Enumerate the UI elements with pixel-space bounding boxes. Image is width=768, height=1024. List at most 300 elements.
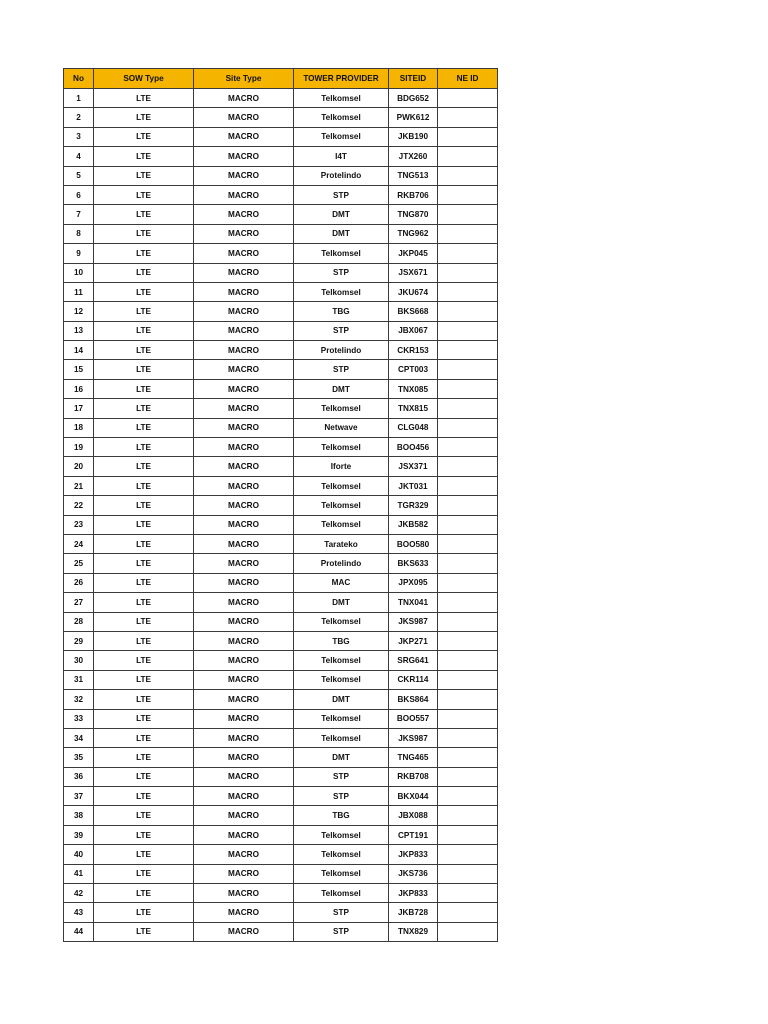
cell-site-type[interactable]: MACRO — [194, 922, 294, 941]
cell-tower-provider[interactable]: Telkomsel — [294, 282, 389, 301]
cell-sow-type[interactable]: LTE — [94, 534, 194, 553]
cell-sow-type[interactable]: LTE — [94, 767, 194, 786]
cell-ne-id[interactable] — [438, 166, 498, 185]
cell-ne-id[interactable] — [438, 360, 498, 379]
cell-tower-provider[interactable]: Telkomsel — [294, 864, 389, 883]
table-row — [64, 709, 498, 728]
cell-tower-provider[interactable]: STP — [294, 263, 389, 282]
cell-ne-id[interactable] — [438, 903, 498, 922]
cell-site-type[interactable]: MACRO — [194, 631, 294, 650]
cell-no[interactable]: 10 — [64, 263, 94, 282]
cell-ne-id[interactable] — [438, 321, 498, 340]
cell-tower-provider[interactable]: Protelindo — [294, 341, 389, 360]
cell-sow-type[interactable]: LTE — [94, 205, 194, 224]
cell-sow-type[interactable]: LTE — [94, 418, 194, 437]
cell-site-type[interactable]: MACRO — [194, 806, 294, 825]
cell-sow-type[interactable]: LTE — [94, 554, 194, 573]
cell-ne-id[interactable] — [438, 690, 498, 709]
cell-no[interactable]: 14 — [64, 341, 94, 360]
table-row — [64, 476, 498, 495]
table-row — [64, 825, 498, 844]
cell-ne-id[interactable] — [438, 302, 498, 321]
cell-ne-id[interactable] — [438, 263, 498, 282]
table-row — [64, 302, 498, 321]
cell-no[interactable]: 34 — [64, 728, 94, 747]
cell-sow-type[interactable]: LTE — [94, 651, 194, 670]
cell-tower-provider[interactable]: Telkomsel — [294, 496, 389, 515]
cell-site-type[interactable]: MACRO — [194, 89, 294, 108]
cell-ne-id[interactable] — [438, 554, 498, 573]
cell-no[interactable]: 38 — [64, 806, 94, 825]
cell-siteid[interactable]: JKP271 — [389, 631, 438, 650]
cell-siteid[interactable]: JKU674 — [389, 282, 438, 301]
cell-tower-provider[interactable]: DMT — [294, 593, 389, 612]
cell-site-type[interactable]: MACRO — [194, 166, 294, 185]
cell-ne-id[interactable] — [438, 379, 498, 398]
cell-ne-id[interactable] — [438, 282, 498, 301]
cell-siteid[interactable]: TNG870 — [389, 205, 438, 224]
cell-no[interactable]: 29 — [64, 631, 94, 650]
cell-tower-provider[interactable]: Telkomsel — [294, 89, 389, 108]
cell-no[interactable]: 9 — [64, 244, 94, 263]
cell-ne-id[interactable] — [438, 631, 498, 650]
cell-siteid[interactable]: BOO580 — [389, 534, 438, 553]
cell-site-type[interactable]: MACRO — [194, 748, 294, 767]
cell-siteid[interactable]: TNX041 — [389, 593, 438, 612]
cell-sow-type[interactable]: LTE — [94, 89, 194, 108]
cell-siteid[interactable]: TNG962 — [389, 224, 438, 243]
cell-site-type[interactable]: MACRO — [194, 767, 294, 786]
cell-sow-type[interactable]: LTE — [94, 903, 194, 922]
table-row — [64, 457, 498, 476]
cell-tower-provider[interactable]: STP — [294, 185, 389, 204]
cell-ne-id[interactable] — [438, 185, 498, 204]
cell-site-type[interactable]: MACRO — [194, 418, 294, 437]
cell-siteid[interactable]: PWK612 — [389, 108, 438, 127]
cell-siteid[interactable]: TNG513 — [389, 166, 438, 185]
cell-ne-id[interactable] — [438, 341, 498, 360]
cell-site-type[interactable]: MACRO — [194, 845, 294, 864]
cell-no[interactable]: 40 — [64, 845, 94, 864]
cell-no[interactable]: 15 — [64, 360, 94, 379]
cell-no[interactable]: 25 — [64, 554, 94, 573]
cell-tower-provider[interactable]: STP — [294, 903, 389, 922]
cell-no[interactable]: 31 — [64, 670, 94, 689]
table-row — [64, 418, 498, 437]
cell-siteid[interactable]: JKP833 — [389, 884, 438, 903]
cell-no[interactable]: 36 — [64, 767, 94, 786]
cell-ne-id[interactable] — [438, 922, 498, 941]
cell-site-type[interactable]: MACRO — [194, 709, 294, 728]
cell-siteid[interactable]: CPT003 — [389, 360, 438, 379]
cell-no[interactable]: 41 — [64, 864, 94, 883]
cell-sow-type[interactable]: LTE — [94, 631, 194, 650]
cell-tower-provider[interactable]: Telkomsel — [294, 399, 389, 418]
header-ne-id: NE ID — [438, 69, 498, 89]
cell-sow-type[interactable]: LTE — [94, 244, 194, 263]
cell-sow-type[interactable]: LTE — [94, 825, 194, 844]
cell-site-type[interactable]: MACRO — [194, 302, 294, 321]
cell-no[interactable]: 28 — [64, 612, 94, 631]
table-row — [64, 263, 498, 282]
cell-ne-id[interactable] — [438, 806, 498, 825]
table-row — [64, 321, 498, 340]
cell-site-type[interactable]: MACRO — [194, 360, 294, 379]
cell-site-type[interactable]: MACRO — [194, 573, 294, 592]
cell-ne-id[interactable] — [438, 593, 498, 612]
cell-site-type[interactable]: MACRO — [194, 224, 294, 243]
table-row — [64, 341, 498, 360]
cell-site-type[interactable]: MACRO — [194, 282, 294, 301]
table-row — [64, 748, 498, 767]
cell-siteid[interactable]: BKS633 — [389, 554, 438, 573]
cell-sow-type[interactable]: LTE — [94, 263, 194, 282]
cell-siteid[interactable]: JKS987 — [389, 612, 438, 631]
table-row — [64, 89, 498, 108]
cell-ne-id[interactable] — [438, 884, 498, 903]
cell-no[interactable]: 16 — [64, 379, 94, 398]
cell-ne-id[interactable] — [438, 244, 498, 263]
cell-site-type[interactable]: MACRO — [194, 903, 294, 922]
cell-sow-type[interactable]: LTE — [94, 302, 194, 321]
cell-tower-provider[interactable]: Telkomsel — [294, 612, 389, 631]
cell-no[interactable]: 23 — [64, 515, 94, 534]
cell-tower-provider[interactable]: Telkomsel — [294, 709, 389, 728]
cell-sow-type[interactable]: LTE — [94, 341, 194, 360]
cell-site-type[interactable]: MACRO — [194, 321, 294, 340]
cell-ne-id[interactable] — [438, 825, 498, 844]
cell-site-type[interactable]: MACRO — [194, 244, 294, 263]
cell-ne-id[interactable] — [438, 418, 498, 437]
cell-ne-id[interactable] — [438, 767, 498, 786]
cell-site-type[interactable]: MACRO — [194, 108, 294, 127]
cell-siteid[interactable]: CLG048 — [389, 418, 438, 437]
cell-tower-provider[interactable]: Telkomsel — [294, 845, 389, 864]
cell-no[interactable]: 43 — [64, 903, 94, 922]
cell-siteid[interactable]: BKS864 — [389, 690, 438, 709]
cell-site-type[interactable]: MACRO — [194, 205, 294, 224]
cell-sow-type[interactable]: LTE — [94, 690, 194, 709]
cell-tower-provider[interactable]: Telkomsel — [294, 728, 389, 747]
cell-sow-type[interactable]: LTE — [94, 670, 194, 689]
cell-siteid[interactable]: TGR329 — [389, 496, 438, 515]
cell-site-type[interactable]: MACRO — [194, 593, 294, 612]
cell-siteid[interactable]: JBX067 — [389, 321, 438, 340]
cell-sow-type[interactable]: LTE — [94, 166, 194, 185]
cell-site-type[interactable]: MACRO — [194, 185, 294, 204]
cell-sow-type[interactable]: LTE — [94, 399, 194, 418]
cell-sow-type[interactable]: LTE — [94, 728, 194, 747]
cell-tower-provider[interactable]: Telkomsel — [294, 476, 389, 495]
cell-no[interactable]: 44 — [64, 922, 94, 941]
cell-sow-type[interactable]: LTE — [94, 748, 194, 767]
cell-no[interactable]: 18 — [64, 418, 94, 437]
cell-tower-provider[interactable]: TBG — [294, 806, 389, 825]
cell-ne-id[interactable] — [438, 127, 498, 146]
cell-site-type[interactable]: MACRO — [194, 825, 294, 844]
cell-siteid[interactable]: TNX085 — [389, 379, 438, 398]
cell-siteid[interactable]: TNX815 — [389, 399, 438, 418]
cell-no[interactable]: 22 — [64, 496, 94, 515]
table-row — [64, 651, 498, 670]
cell-tower-provider[interactable]: Telkomsel — [294, 670, 389, 689]
cell-site-type[interactable]: MACRO — [194, 690, 294, 709]
table-row — [64, 496, 498, 515]
cell-no[interactable]: 42 — [64, 884, 94, 903]
header-sow-type: SOW Type — [94, 69, 194, 89]
cell-siteid[interactable]: TNG465 — [389, 748, 438, 767]
cell-ne-id[interactable] — [438, 651, 498, 670]
cell-no[interactable]: 12 — [64, 302, 94, 321]
cell-tower-provider[interactable]: Protelindo — [294, 554, 389, 573]
cell-tower-provider[interactable]: Telkomsel — [294, 127, 389, 146]
cell-no[interactable]: 7 — [64, 205, 94, 224]
cell-no[interactable]: 27 — [64, 593, 94, 612]
cell-sow-type[interactable]: LTE — [94, 379, 194, 398]
table-row — [64, 127, 498, 146]
cell-siteid[interactable]: JKB582 — [389, 515, 438, 534]
table-row — [64, 534, 498, 553]
cell-no[interactable]: 26 — [64, 573, 94, 592]
cell-sow-type[interactable]: LTE — [94, 147, 194, 166]
cell-ne-id[interactable] — [438, 515, 498, 534]
cell-tower-provider[interactable]: Netwave — [294, 418, 389, 437]
cell-siteid[interactable]: JKS736 — [389, 864, 438, 883]
cell-no[interactable]: 30 — [64, 651, 94, 670]
cell-sow-type[interactable]: LTE — [94, 593, 194, 612]
cell-tower-provider[interactable]: STP — [294, 787, 389, 806]
cell-siteid[interactable]: JTX260 — [389, 147, 438, 166]
cell-no[interactable]: 37 — [64, 787, 94, 806]
cell-no[interactable]: 35 — [64, 748, 94, 767]
cell-siteid[interactable]: JSX671 — [389, 263, 438, 282]
cell-sow-type[interactable]: LTE — [94, 321, 194, 340]
cell-tower-provider[interactable]: Telkomsel — [294, 438, 389, 457]
header-siteid: SITEID — [389, 69, 438, 89]
cell-siteid[interactable]: JSX371 — [389, 457, 438, 476]
cell-siteid[interactable]: JKT031 — [389, 476, 438, 495]
table-row — [64, 108, 498, 127]
cell-ne-id[interactable] — [438, 89, 498, 108]
cell-tower-provider[interactable]: DMT — [294, 379, 389, 398]
cell-siteid[interactable]: JKS987 — [389, 728, 438, 747]
table-row — [64, 767, 498, 786]
header-site-type: Site Type — [194, 69, 294, 89]
cell-tower-provider[interactable]: Telkomsel — [294, 244, 389, 263]
cell-ne-id[interactable] — [438, 108, 498, 127]
table-header — [64, 69, 498, 89]
cell-tower-provider[interactable]: DMT — [294, 205, 389, 224]
table-row — [64, 728, 498, 747]
cell-siteid[interactable]: JKP045 — [389, 244, 438, 263]
cell-tower-provider[interactable]: STP — [294, 321, 389, 340]
cell-ne-id[interactable] — [438, 457, 498, 476]
cell-site-type[interactable]: MACRO — [194, 864, 294, 883]
cell-sow-type[interactable]: LTE — [94, 282, 194, 301]
header-tower-provider: TOWER PROVIDER — [294, 69, 389, 89]
cell-ne-id[interactable] — [438, 399, 498, 418]
cell-site-type[interactable]: MACRO — [194, 787, 294, 806]
cell-sow-type[interactable]: LTE — [94, 496, 194, 515]
cell-sow-type[interactable]: LTE — [94, 709, 194, 728]
cell-tower-provider[interactable]: STP — [294, 922, 389, 941]
cell-sow-type[interactable]: LTE — [94, 127, 194, 146]
cell-sow-type[interactable]: LTE — [94, 457, 194, 476]
cell-siteid[interactable]: CPT191 — [389, 825, 438, 844]
cell-site-type[interactable]: MACRO — [194, 263, 294, 282]
cell-site-type[interactable]: MACRO — [194, 612, 294, 631]
cell-tower-provider[interactable]: TBG — [294, 631, 389, 650]
cell-no[interactable]: 4 — [64, 147, 94, 166]
cell-ne-id[interactable] — [438, 573, 498, 592]
table-row — [64, 438, 498, 457]
cell-ne-id[interactable] — [438, 748, 498, 767]
cell-ne-id[interactable] — [438, 864, 498, 883]
cell-siteid[interactable]: JKB190 — [389, 127, 438, 146]
cell-siteid[interactable]: JKP833 — [389, 845, 438, 864]
cell-sow-type[interactable]: LTE — [94, 515, 194, 534]
cell-tower-provider[interactable]: Telkomsel — [294, 651, 389, 670]
cell-site-type[interactable]: MACRO — [194, 457, 294, 476]
header-no: No — [64, 69, 94, 89]
cell-siteid[interactable]: BOO456 — [389, 438, 438, 457]
cell-no[interactable]: 33 — [64, 709, 94, 728]
cell-site-type[interactable]: MACRO — [194, 438, 294, 457]
cell-siteid[interactable]: BKX044 — [389, 787, 438, 806]
cell-siteid[interactable]: RKB708 — [389, 767, 438, 786]
cell-siteid[interactable]: TNX829 — [389, 922, 438, 941]
table-row — [64, 593, 498, 612]
cell-siteid[interactable]: RKB706 — [389, 185, 438, 204]
cell-no[interactable]: 8 — [64, 224, 94, 243]
cell-site-type[interactable]: MACRO — [194, 670, 294, 689]
cell-no[interactable]: 5 — [64, 166, 94, 185]
table-row — [64, 612, 498, 631]
cell-ne-id[interactable] — [438, 476, 498, 495]
cell-ne-id[interactable] — [438, 438, 498, 457]
cell-siteid[interactable]: JPX095 — [389, 573, 438, 592]
cell-no[interactable]: 21 — [64, 476, 94, 495]
cell-tower-provider[interactable]: Telkomsel — [294, 108, 389, 127]
cell-sow-type[interactable]: LTE — [94, 476, 194, 495]
cell-no[interactable]: 32 — [64, 690, 94, 709]
cell-sow-type[interactable]: LTE — [94, 864, 194, 883]
cell-tower-provider[interactable]: I4T — [294, 147, 389, 166]
table-row — [64, 282, 498, 301]
cell-ne-id[interactable] — [438, 845, 498, 864]
cell-tower-provider[interactable]: DMT — [294, 224, 389, 243]
cell-ne-id[interactable] — [438, 224, 498, 243]
cell-site-type[interactable]: MACRO — [194, 515, 294, 534]
cell-no[interactable]: 13 — [64, 321, 94, 340]
cell-site-type[interactable]: MACRO — [194, 534, 294, 553]
cell-siteid[interactable]: SRG641 — [389, 651, 438, 670]
cell-tower-provider[interactable]: Iforte — [294, 457, 389, 476]
cell-ne-id[interactable] — [438, 787, 498, 806]
cell-tower-provider[interactable]: Protelindo — [294, 166, 389, 185]
cell-siteid[interactable]: JKB728 — [389, 903, 438, 922]
cell-siteid[interactable]: JBX088 — [389, 806, 438, 825]
cell-no[interactable]: 6 — [64, 185, 94, 204]
table-row — [64, 166, 498, 185]
cell-ne-id[interactable] — [438, 612, 498, 631]
cell-ne-id[interactable] — [438, 728, 498, 747]
cell-site-type[interactable]: MACRO — [194, 884, 294, 903]
cell-sow-type[interactable]: LTE — [94, 360, 194, 379]
cell-ne-id[interactable] — [438, 534, 498, 553]
cell-sow-type[interactable]: LTE — [94, 922, 194, 941]
cell-no[interactable]: 17 — [64, 399, 94, 418]
cell-ne-id[interactable] — [438, 670, 498, 689]
cell-tower-provider[interactable]: Tarateko — [294, 534, 389, 553]
cell-tower-provider[interactable]: Telkomsel — [294, 515, 389, 534]
cell-siteid[interactable]: CKR153 — [389, 341, 438, 360]
cell-site-type[interactable]: MACRO — [194, 728, 294, 747]
cell-sow-type[interactable]: LTE — [94, 185, 194, 204]
cell-siteid[interactable]: CKR114 — [389, 670, 438, 689]
cell-tower-provider[interactable]: Telkomsel — [294, 825, 389, 844]
cell-no[interactable]: 39 — [64, 825, 94, 844]
cell-sow-type[interactable]: LTE — [94, 884, 194, 903]
cell-sow-type[interactable]: LTE — [94, 845, 194, 864]
cell-sow-type[interactable]: LTE — [94, 787, 194, 806]
cell-no[interactable]: 11 — [64, 282, 94, 301]
table-row — [64, 147, 498, 166]
cell-site-type[interactable]: MACRO — [194, 496, 294, 515]
cell-ne-id[interactable] — [438, 496, 498, 515]
table-row — [64, 884, 498, 903]
cell-site-type[interactable]: MACRO — [194, 651, 294, 670]
cell-siteid[interactable]: BKS668 — [389, 302, 438, 321]
cell-tower-provider[interactable]: DMT — [294, 748, 389, 767]
cell-tower-provider[interactable]: TBG — [294, 302, 389, 321]
cell-sow-type[interactable]: LTE — [94, 438, 194, 457]
table-row — [64, 787, 498, 806]
cell-sow-type[interactable]: LTE — [94, 806, 194, 825]
cell-siteid[interactable]: BDG652 — [389, 89, 438, 108]
cell-sow-type[interactable]: LTE — [94, 573, 194, 592]
cell-siteid[interactable]: BOO557 — [389, 709, 438, 728]
cell-site-type[interactable]: MACRO — [194, 341, 294, 360]
table-row — [64, 515, 498, 534]
cell-ne-id[interactable] — [438, 147, 498, 166]
cell-ne-id[interactable] — [438, 205, 498, 224]
cell-ne-id[interactable] — [438, 709, 498, 728]
cell-no[interactable]: 2 — [64, 108, 94, 127]
cell-site-type[interactable]: MACRO — [194, 379, 294, 398]
cell-sow-type[interactable]: LTE — [94, 108, 194, 127]
cell-tower-provider[interactable]: DMT — [294, 690, 389, 709]
cell-sow-type[interactable]: LTE — [94, 224, 194, 243]
cell-no[interactable]: 19 — [64, 438, 94, 457]
spreadsheet-sheet — [63, 68, 498, 942]
cell-tower-provider[interactable]: STP — [294, 767, 389, 786]
cell-site-type[interactable]: MACRO — [194, 399, 294, 418]
cell-sow-type[interactable]: LTE — [94, 612, 194, 631]
cell-site-type[interactable]: MACRO — [194, 554, 294, 573]
cell-no[interactable]: 1 — [64, 89, 94, 108]
cell-tower-provider[interactable]: Telkomsel — [294, 884, 389, 903]
cell-no[interactable]: 20 — [64, 457, 94, 476]
cell-tower-provider[interactable]: MAC — [294, 573, 389, 592]
cell-site-type[interactable]: MACRO — [194, 476, 294, 495]
cell-site-type[interactable]: MACRO — [194, 127, 294, 146]
table-row — [64, 224, 498, 243]
cell-no[interactable]: 24 — [64, 534, 94, 553]
cell-tower-provider[interactable]: STP — [294, 360, 389, 379]
cell-site-type[interactable]: MACRO — [194, 147, 294, 166]
cell-no[interactable]: 3 — [64, 127, 94, 146]
